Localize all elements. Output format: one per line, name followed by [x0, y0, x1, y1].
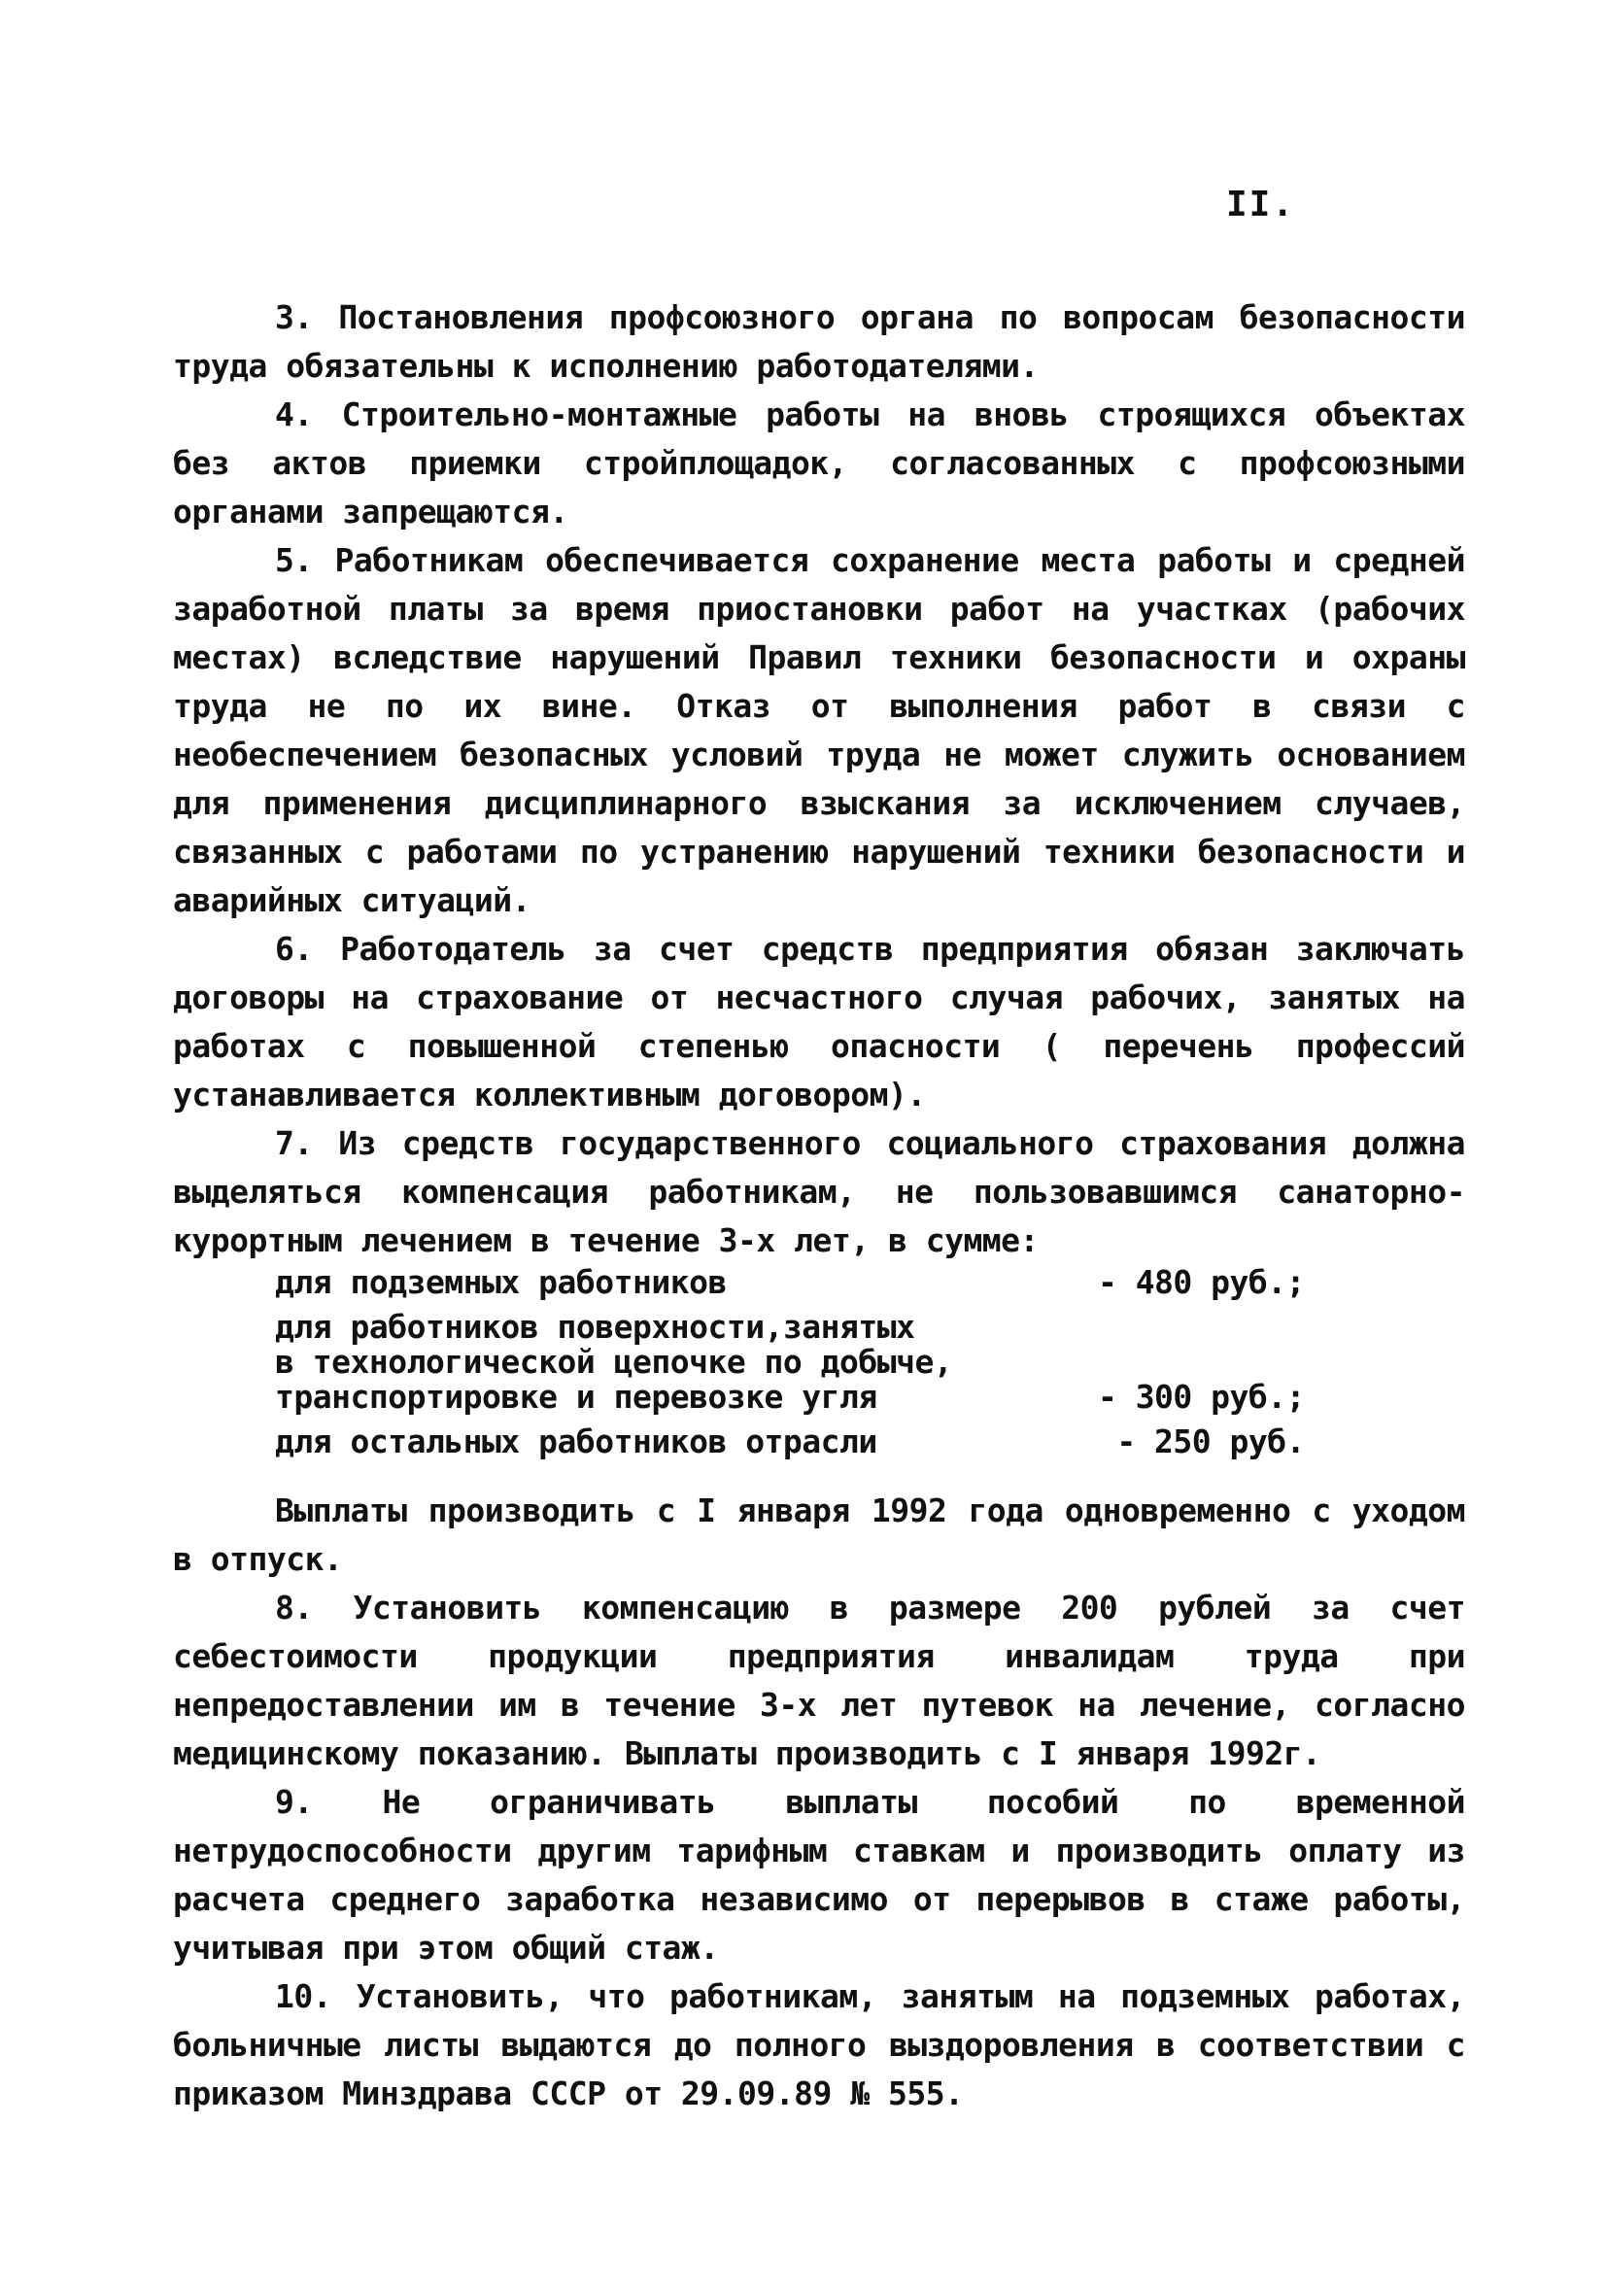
- paragraph-3: 3. Постановления профсоюзного органа по вопросам безопасности труда обязательны к исполнению работодателями.: [173, 298, 1465, 385]
- paragraph-6: 6. Работодатель за счет средств предприятия обязан заключать договоры на страхование от несчастного случая рабочих, занятых на работах с повышенной степенью опасности ( перечень профессий устанавливается коллективным договором).: [173, 930, 1465, 1114]
- compensation-label: для остальных работников отрасли: [275, 1422, 877, 1460]
- page-number: II.: [1226, 185, 1296, 224]
- compensation-amount: - 300 руб.;: [1097, 1378, 1305, 1416]
- compensation-label: для подземных работников: [275, 1263, 727, 1301]
- paragraph-8: 8. Установить компенсацию в размере 200 рублей за счет себестоимости продукции предприятия инвалидам труда при непредоставлении им в течение 3-х лет путевок на лечение, согласно медицинскому показанию. Выплаты производить с I января 1992г.: [173, 1589, 1465, 1772]
- compensation-row-underground: [275, 1265, 1305, 1300]
- paragraph-9: 9. Не ограничивать выплаты пособий по временной нетрудоспособности другим тарифным ставкам и производить оплату из расчета среднего заработка независимо от перерывов в стаже работы, учитывая при этом общий стаж.: [173, 1783, 1465, 1967]
- compensation-label: для работников поверхности,занятых в технологической цепочке по добыче, транспортировке и перевозке угля: [275, 1308, 953, 1416]
- paragraph-10: 10. Установить, что работникам, занятым на подземных работах, больничные листы выдаются до полного выздоровления в соответствии с приказом Минздрава СССР от 29.09.89 № 555.: [173, 1977, 1465, 2112]
- compensation-amount: - 480 руб.;: [1097, 1263, 1305, 1301]
- compensation-amount: - 250 руб.: [1116, 1422, 1305, 1460]
- compensation-list: [275, 1265, 1305, 1459]
- paragraph-7: 7. Из средств государственного социального страхования должна выделяться компенсация работникам, не пользовавшимся санаторно-курортным лечением в течение 3-х лет, в сумме:: [173, 1124, 1465, 1259]
- paragraph-5: 5. Работникам обеспечивается сохранение места работы и средней заработной платы за время приостановки работ на участках (рабочих местах) вследствие нарушений Правил техники безопасности и охраны труда не по их вине. Отказ от выполнения работ в связи с необеспечением безопасных условий труда не может служить основанием для применения дисциплинарного взыскания за исключением случаев, связанных с работами по устранению нарушений техники безопасности и аварийных ситуаций.: [173, 541, 1465, 919]
- compensation-row-surface: [275, 1310, 1305, 1415]
- paragraph-4: 4. Строительно-монтажные работы на вновь строящихся объектах без актов приемки стройплощадок, согласованных с профсоюзными органами запрещаются.: [173, 395, 1465, 531]
- document-body: [173, 293, 1465, 2118]
- compensation-row-other: [275, 1424, 1305, 1459]
- payment-note: Выплаты производить с I января 1992 года одновременно с уходом в отпуск.: [173, 1491, 1465, 1578]
